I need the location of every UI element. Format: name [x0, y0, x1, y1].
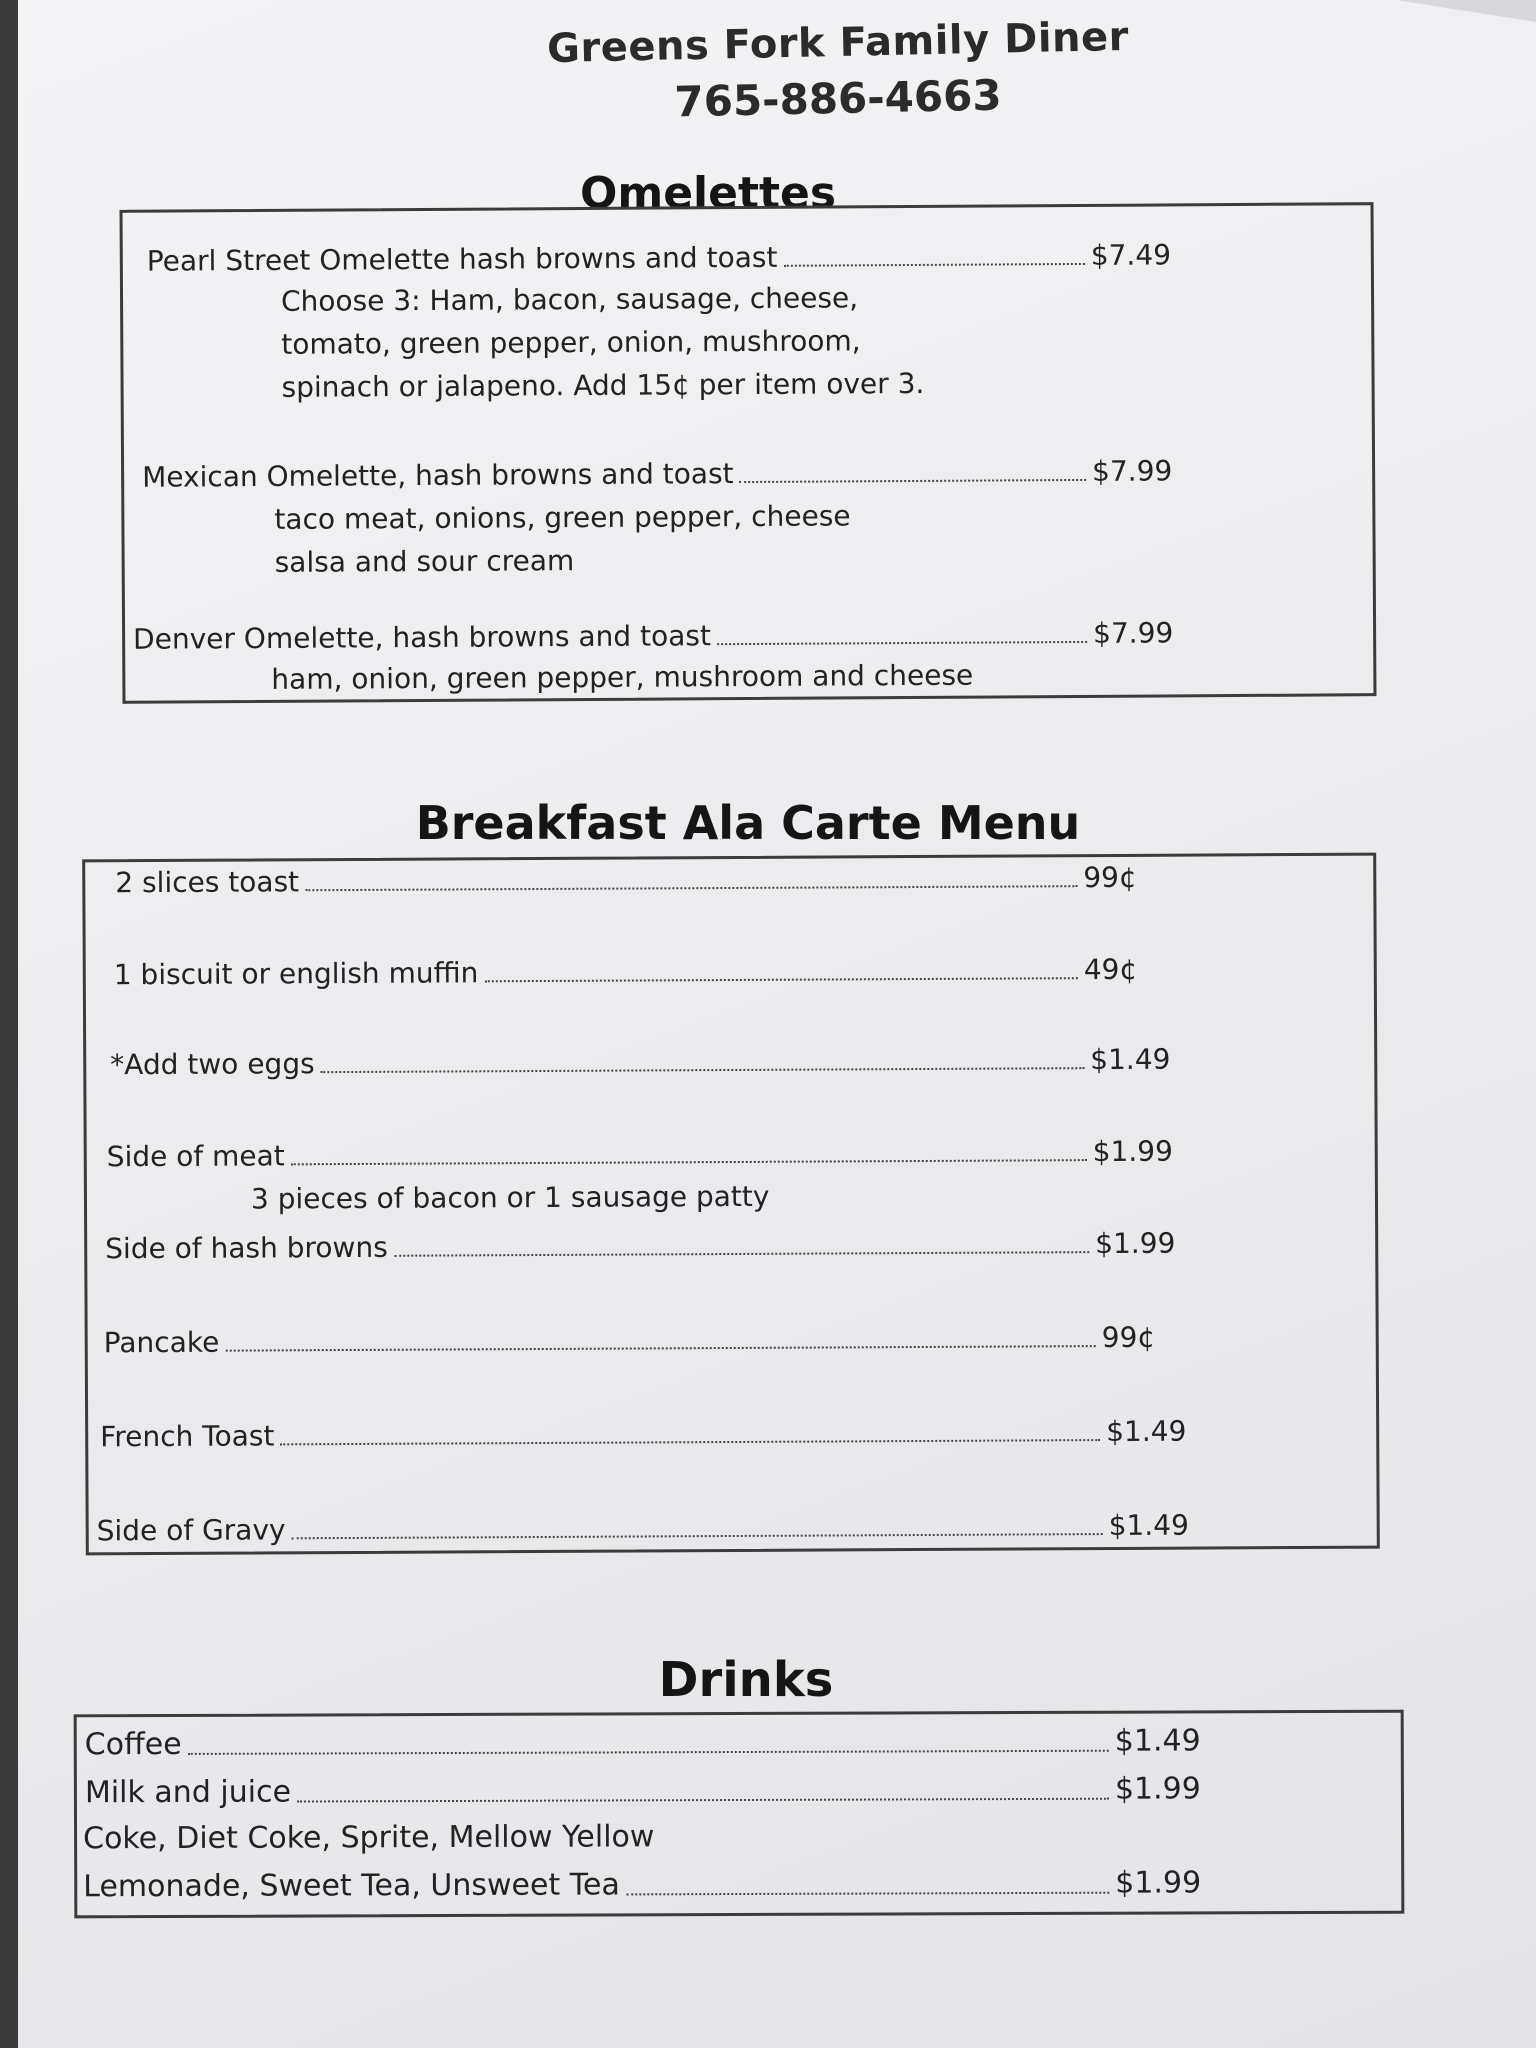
item-note: 3 pieces of bacon or 1 sausage patty — [250, 1179, 770, 1216]
menu-item — [133, 616, 1183, 655]
drinks-title: Drinks — [658, 1652, 834, 1708]
dot-leader — [717, 641, 1087, 645]
omelettes-box — [120, 202, 1377, 704]
item-price: 49¢ — [1083, 952, 1138, 987]
menu-item — [110, 1043, 1180, 1082]
menu-item — [115, 861, 1173, 900]
description-line: salsa and sour cream — [274, 544, 575, 579]
menu-item — [114, 953, 1174, 992]
item-name: Lemonade, Sweet Tea, Unsweet Tea — [83, 1867, 620, 1905]
item-price: $7.49 — [1090, 238, 1172, 272]
item-price: 99¢ — [1101, 1320, 1156, 1355]
description-line: tomato, green pepper, onion, mushroom, — [281, 324, 861, 361]
description-line: ham, onion, green pepper, mushroom and cheese — [271, 658, 974, 696]
description-line: Choose 3: Ham, bacon, sausage, cheese, — [280, 281, 859, 318]
item-name: Pancake — [103, 1325, 220, 1360]
item-name: 1 biscuit or english muffin — [113, 956, 479, 992]
item-price: $1.49 — [1114, 1723, 1201, 1759]
ala-carte-title: Breakfast Ala Carte Menu — [415, 796, 1081, 850]
drinks-soda-line: Coke, Diet Coke, Sprite, Mellow Yellow — [83, 1819, 655, 1857]
item-price: $1.99 — [1092, 1134, 1173, 1169]
item-price: $7.99 — [1093, 616, 1174, 650]
item-description — [274, 494, 851, 584]
description-line: taco meat, onions, green pepper, cheese — [274, 499, 851, 536]
item-price: $1.99 — [1095, 1226, 1176, 1261]
menu-item — [83, 1865, 1205, 1904]
dot-leader — [280, 1439, 1100, 1445]
dot-leader — [292, 1533, 1103, 1539]
dot-leader — [484, 977, 1077, 982]
restaurant-name: Greens Fork Family Diner — [546, 13, 1130, 73]
item-name: *Add two eggs — [110, 1047, 315, 1082]
item-name: Side of meat — [106, 1139, 285, 1174]
menu-item — [85, 1723, 1205, 1762]
menu-item — [104, 1321, 1192, 1360]
item-name: Pearl Street Omelette hash browns and toast — [146, 240, 778, 278]
item-description — [271, 654, 973, 701]
dot-leader — [626, 1892, 1109, 1896]
dot-leader — [225, 1345, 1095, 1352]
item-name: Side of hash browns — [105, 1230, 388, 1266]
item-description — [281, 276, 925, 409]
dot-leader — [297, 1798, 1109, 1803]
omelettes-title: Omelettes — [579, 168, 837, 219]
menu-item — [97, 1509, 1199, 1548]
menu-item — [100, 1415, 1196, 1454]
item-name: Side of Gravy — [96, 1513, 286, 1548]
menu-item — [85, 1771, 1205, 1810]
item-name: Mexican Omelette, hash browns and toast — [142, 457, 734, 494]
dot-leader — [291, 1159, 1087, 1165]
menu-item — [142, 454, 1182, 493]
item-name: Denver Omelette, hash browns and toast — [133, 619, 711, 656]
item-name: 2 slices toast — [115, 865, 300, 900]
item-name: French Toast — [100, 1419, 275, 1454]
item-price: $1.49 — [1108, 1508, 1189, 1543]
description-line: spinach or jalapeno. Add 15¢ per item over 3. — [281, 366, 925, 404]
item-price: $1.99 — [1115, 1865, 1202, 1901]
drinks-box — [74, 1710, 1405, 1919]
dot-leader — [305, 885, 1077, 891]
item-price: $1.49 — [1106, 1414, 1187, 1449]
restaurant-phone: 765-886-4663 — [673, 70, 1003, 127]
menu-item — [105, 1227, 1185, 1266]
dot-leader — [783, 263, 1084, 267]
item-name: Coffee — [84, 1726, 182, 1763]
menu-item — [107, 1135, 1183, 1174]
item-price: $1.49 — [1090, 1042, 1171, 1077]
dot-leader — [188, 1750, 1109, 1755]
item-price: 99¢ — [1083, 860, 1137, 895]
dot-leader — [394, 1251, 1089, 1257]
dot-leader — [321, 1067, 1085, 1073]
dot-leader — [740, 479, 1087, 483]
menu-item — [147, 238, 1181, 277]
item-price: $7.99 — [1092, 454, 1173, 488]
ala-carte-box — [82, 853, 1380, 1556]
item-price: $1.99 — [1114, 1771, 1201, 1807]
item-name: Milk and juice — [84, 1774, 292, 1811]
